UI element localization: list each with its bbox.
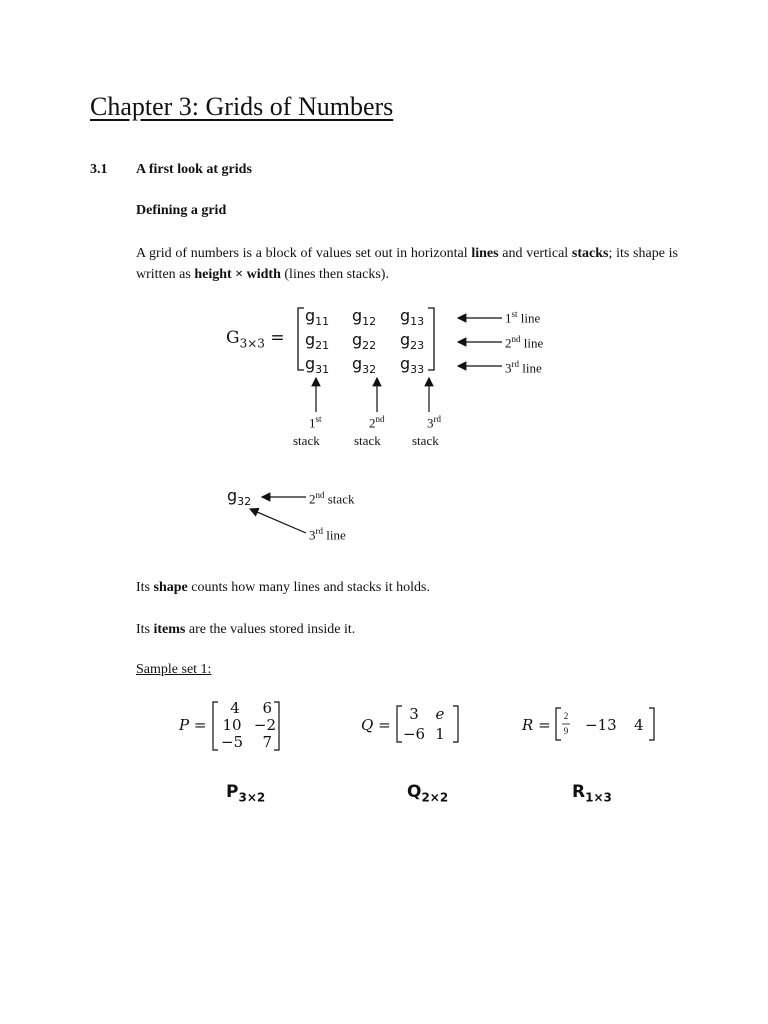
example-cell: −5 xyxy=(220,733,244,751)
matrix-cell: $g_{33}$ xyxy=(400,354,425,377)
matrix-cell: $g_{32}$ xyxy=(352,354,377,377)
order-label-p: $P_{3\times 2}$ xyxy=(226,782,266,805)
example-cell: 6 xyxy=(262,699,272,717)
example-cell: 3 xyxy=(409,705,419,723)
col-label-1-ordinal: 1st xyxy=(309,414,322,431)
order-label-q: $Q_{2\times 2}$ xyxy=(407,782,449,805)
example-p-label: P = xyxy=(179,716,207,734)
col-label-2-word: stack xyxy=(354,433,381,448)
items-paragraph: Its items are the values stored inside it. xyxy=(136,622,356,637)
example-label: Sample set 1: xyxy=(136,662,212,677)
question-heading: Defining a grid xyxy=(136,203,227,218)
intro-shape-term: height × width xyxy=(194,267,281,282)
shape-term: shape xyxy=(153,580,188,595)
matrix-cell: $g_{13}$ xyxy=(400,306,425,329)
example-cell: 7 xyxy=(262,733,272,751)
col-label-1-word: stack xyxy=(293,433,320,448)
col-label-2-ordinal: 2nd xyxy=(369,414,385,431)
example-p-left-bracket xyxy=(213,702,218,750)
section-number: 3.1 xyxy=(90,162,108,177)
example-cell: −13 xyxy=(585,716,617,734)
row-label-1: 1st line xyxy=(505,309,541,326)
example-cell: −6 xyxy=(402,725,426,743)
fraction-numerator: 2 xyxy=(563,711,569,721)
chapter-title: Chapter 3: Grids of Numbers xyxy=(90,92,394,121)
intro-text: and vertical xyxy=(498,246,572,261)
equals-sign: = xyxy=(270,328,285,348)
matrix-right-bracket xyxy=(428,308,434,370)
example-cell: −2 xyxy=(253,716,276,734)
matrix-cell: $g_{11}$ xyxy=(305,306,330,329)
example-q-right-bracket xyxy=(453,706,458,742)
matrix-left-bracket xyxy=(298,308,304,370)
example-cell: 10 xyxy=(222,716,242,734)
matrix-cell: $g_{31}$ xyxy=(305,354,330,377)
example-cell: e xyxy=(435,705,445,723)
col-label-3-ordinal: 3rd xyxy=(427,414,441,431)
entry-row-arrow xyxy=(250,509,306,533)
fraction-denominator: 9 xyxy=(563,726,569,736)
items-term: items xyxy=(153,622,186,637)
matrix-order: 3×3 xyxy=(239,336,265,351)
intro-stacks-term: stacks xyxy=(571,246,609,261)
intro-lines-term: lines xyxy=(471,246,499,261)
matrix-cell: $g_{12}$ xyxy=(352,306,377,329)
matrix-cell: $g_{23}$ xyxy=(400,330,425,353)
section-title: A first look at grids xyxy=(136,162,252,177)
example-r-right-bracket xyxy=(649,708,654,740)
matrix-cell: $g_{22}$ xyxy=(352,330,377,353)
entry-symbol: $g_{32}$ xyxy=(227,486,252,509)
example-q-label: Q = xyxy=(361,716,391,734)
example-cell: 1 xyxy=(435,725,445,743)
example-cell: 4 xyxy=(230,699,240,717)
example-r-label: R = xyxy=(522,716,551,734)
intro-text: ; its shape is written as xyxy=(136,246,678,282)
entry-col-label: 2nd stack xyxy=(309,490,355,507)
matrix-cell: $g_{21}$ xyxy=(305,330,330,353)
intro-text: (lines then stacks). xyxy=(280,267,389,282)
matrix-name: G xyxy=(226,328,240,348)
row-label-3: 3rd line xyxy=(505,359,542,376)
shape-paragraph: Its shape counts how many lines and stacks it holds. xyxy=(136,580,430,595)
order-label-r: $R_{1\times 3}$ xyxy=(572,782,612,805)
col-label-3-word: stack xyxy=(412,433,439,448)
example-cell: 4 xyxy=(634,716,644,734)
row-label-2: 2nd line xyxy=(505,334,544,351)
intro-text: A grid of numbers is a block of values set out in horizontal xyxy=(136,246,472,261)
entry-row-label: 3rd line xyxy=(309,526,346,543)
